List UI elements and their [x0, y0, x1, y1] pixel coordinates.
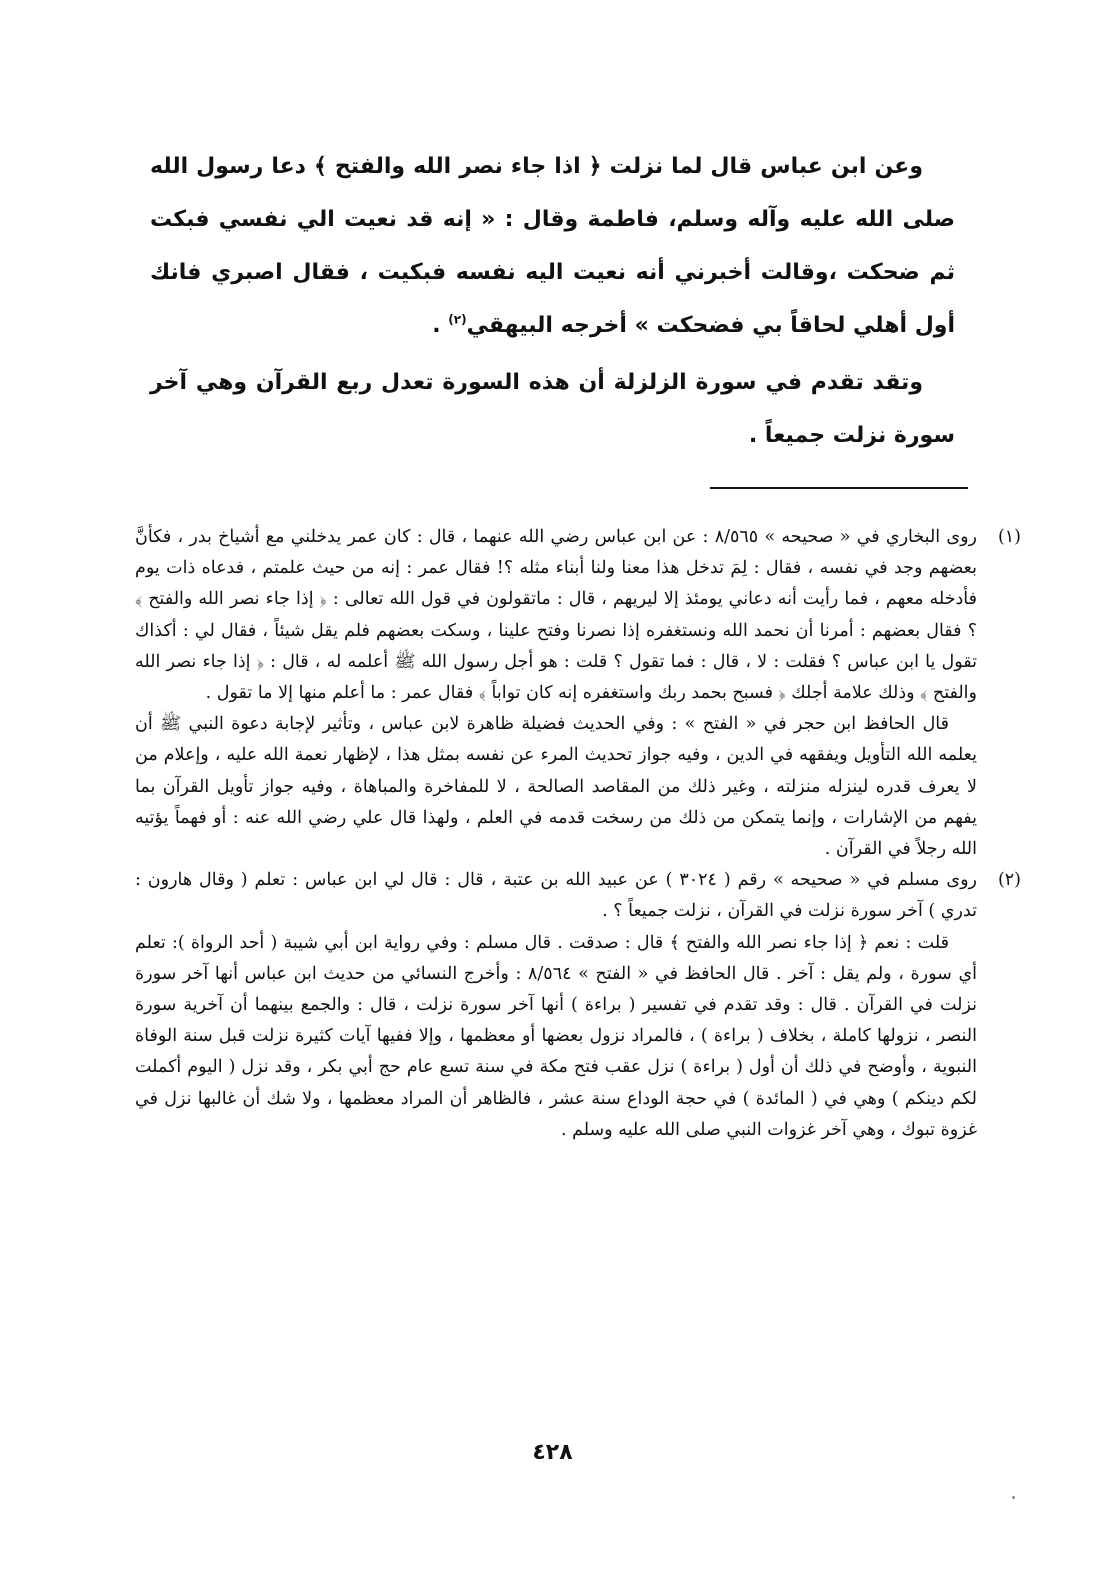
footnote-ref-2: (٢) — [448, 312, 467, 327]
scan-speck — [1012, 1496, 1015, 1499]
footnote-2-number: (٢) — [997, 870, 1021, 891]
footnote-2-text: روى مسلم في « صحيحه » رقم ( ٣٠٢٤ ) عن عبيد الله بن عتبة ، قال : قال لي ابن عباس : تعلم ( وقال هارون : تدري ) آخر سورة نزلت في القرآن ، نزلت جميعاً ؟ . — [135, 870, 977, 922]
page-number: ٤٢٨ — [532, 1440, 573, 1465]
footnote-2-continuation: قلت : نعم ﴿ إذا جاء نصر الله والفتح ﴾ قال : صدقت . قال مسلم : وفي رواية ابن أبي شيبة ( أحد الرواة ): تعلم أي سورة ، ولم يقل : آخر . قال الحافظ في « الفتح » ٨/٥٦٤ : وأخرج النسائي من حديث ابن عباس أنها آخر سورة نزلت في القرآن . قال : وقد تقدم في تفسير ( براءة ) أنها آخر سورة نزلت ، قال : والجمع بينهما أن آخرية سورة النصر ، نزولها كاملة ، بخلاف ( براءة ) ، فالمراد نزول بعضها أو معظمها ، وإلا ففيها آيات كثيرة نزلت قبل سنة الوفاة النبوية ، وأوضح في ذلك أن أول ( براءة ) نزل عقب فتح مكة في سنة تسع عام حج أبي بكر ، وقد نزل ( اليوم أكملت لكم دينكم ) وهي في ( المائدة ) في حجة الوداع سنة عشر ، فالظاهر أن المراد معظمها ، ولا شك أن غالبها نزل في غزوة تبوك ، وهي آخر غزوات النبي صلى الله عليه وسلم . — [135, 932, 978, 1140]
main-paragraph-1-end: . — [432, 313, 449, 338]
footnote-1-continuation: قال الحافظ ابن حجر في « الفتح » : وفي الحديث فضيلة ظاهرة لابن عباس ، وتأثير لإجابة دعوة النبي ﷺ أن يعلمه الله التأويل ويفقهه في الدين ، وفيه جواز تحديث المرء عن نفسه بمثل هذا ، لإظهار نعمة الله عليه ، وإعلام من لا يعرف قدره لينزله منزلته ، وغير ذلك من المقاصد الصالحة ، لا للمفاخرة والمباهاة ، وفيه جواز تأويل القرآن بما يفهم من الإشارات ، وإنما يتمكن من ذلك من رسخت قدمه في العلم ، ولهذا قال علي رضي الله عنه : أو فهماً يؤتيه الله رجلاً في القرآن . — [135, 714, 977, 860]
footnote-1-number: (١) — [997, 527, 1021, 547]
main-paragraph-2: وتقد تقدم في سورة الزلزلة أن هذه السورة تعدل ربع القرآن وهي آخر سورة نزلت جميعاً . — [150, 370, 955, 448]
footnote-1-text: روى البخاري في « صحيحه » ٨/٥٦٥ : عن ابن عباس رضي الله عنهما ، قال : كان عمر يدخلني مع أشياخ بدر ، فكأنَّ بعضهم وجد في نفسه ، فقال : لِمَ تدخل هذا معنا ولنا أبناء مثله ؟! فقال عمر : إنه من حيث علمتم ، فدعاه ذات يوم فأدخله معهم ، فما رأيت أنه دعاني يومئذ إلا ليريهم ، قال : ماتقولون في قول الله تعالى : ﴿ إذا جاء نصر الله والفتح ﴾ ؟ فقال بعضهم : أمرنا أن نحمد الله ونستغفره إذا نصرنا وفتح علينا ، وسكت بعضهم فلم يقل شيئاً ، فقال لي : أكذاك تقول يا ابن عباس ؟ فقلت : لا ، قال : فما تقول ؟ قلت : هو أجل رسول الله ﷺ أعلمه له ، قال : ﴿ إذا جاء نصر الله والفتح ﴾ وذلك علامة أجلك ﴿ فسبح بحمد ربك واستغفره إنه كان تواباً ﴾ فقال عمر : ما أعلم منها إلا ما تقول . — [135, 527, 977, 704]
main-text-block — [150, 140, 955, 462]
footnote-separator — [710, 487, 968, 489]
main-paragraph-1-text: وعن ابن عباس قال لما نزلت ﴿ اذا جاء نصر الله والفتح ﴾ دعا رسول الله صلى الله عليه وآله وسلم، فاطمة وقال : « إنه قد نعيت الي نفسي فبكت ثم ضحكت ،وقالت أخبرني أنه نعيت اليه نفسه فبكيت ، فقال اصبري فانك أول أهلي لحاقاً بي فضحكت » أخرجه البيهقي — [150, 154, 955, 338]
footnote-1 — [135, 522, 1021, 865]
main-paragraph-1 — [150, 140, 955, 352]
footnotes-block — [135, 522, 1021, 1146]
footnote-2 — [135, 865, 1021, 1146]
